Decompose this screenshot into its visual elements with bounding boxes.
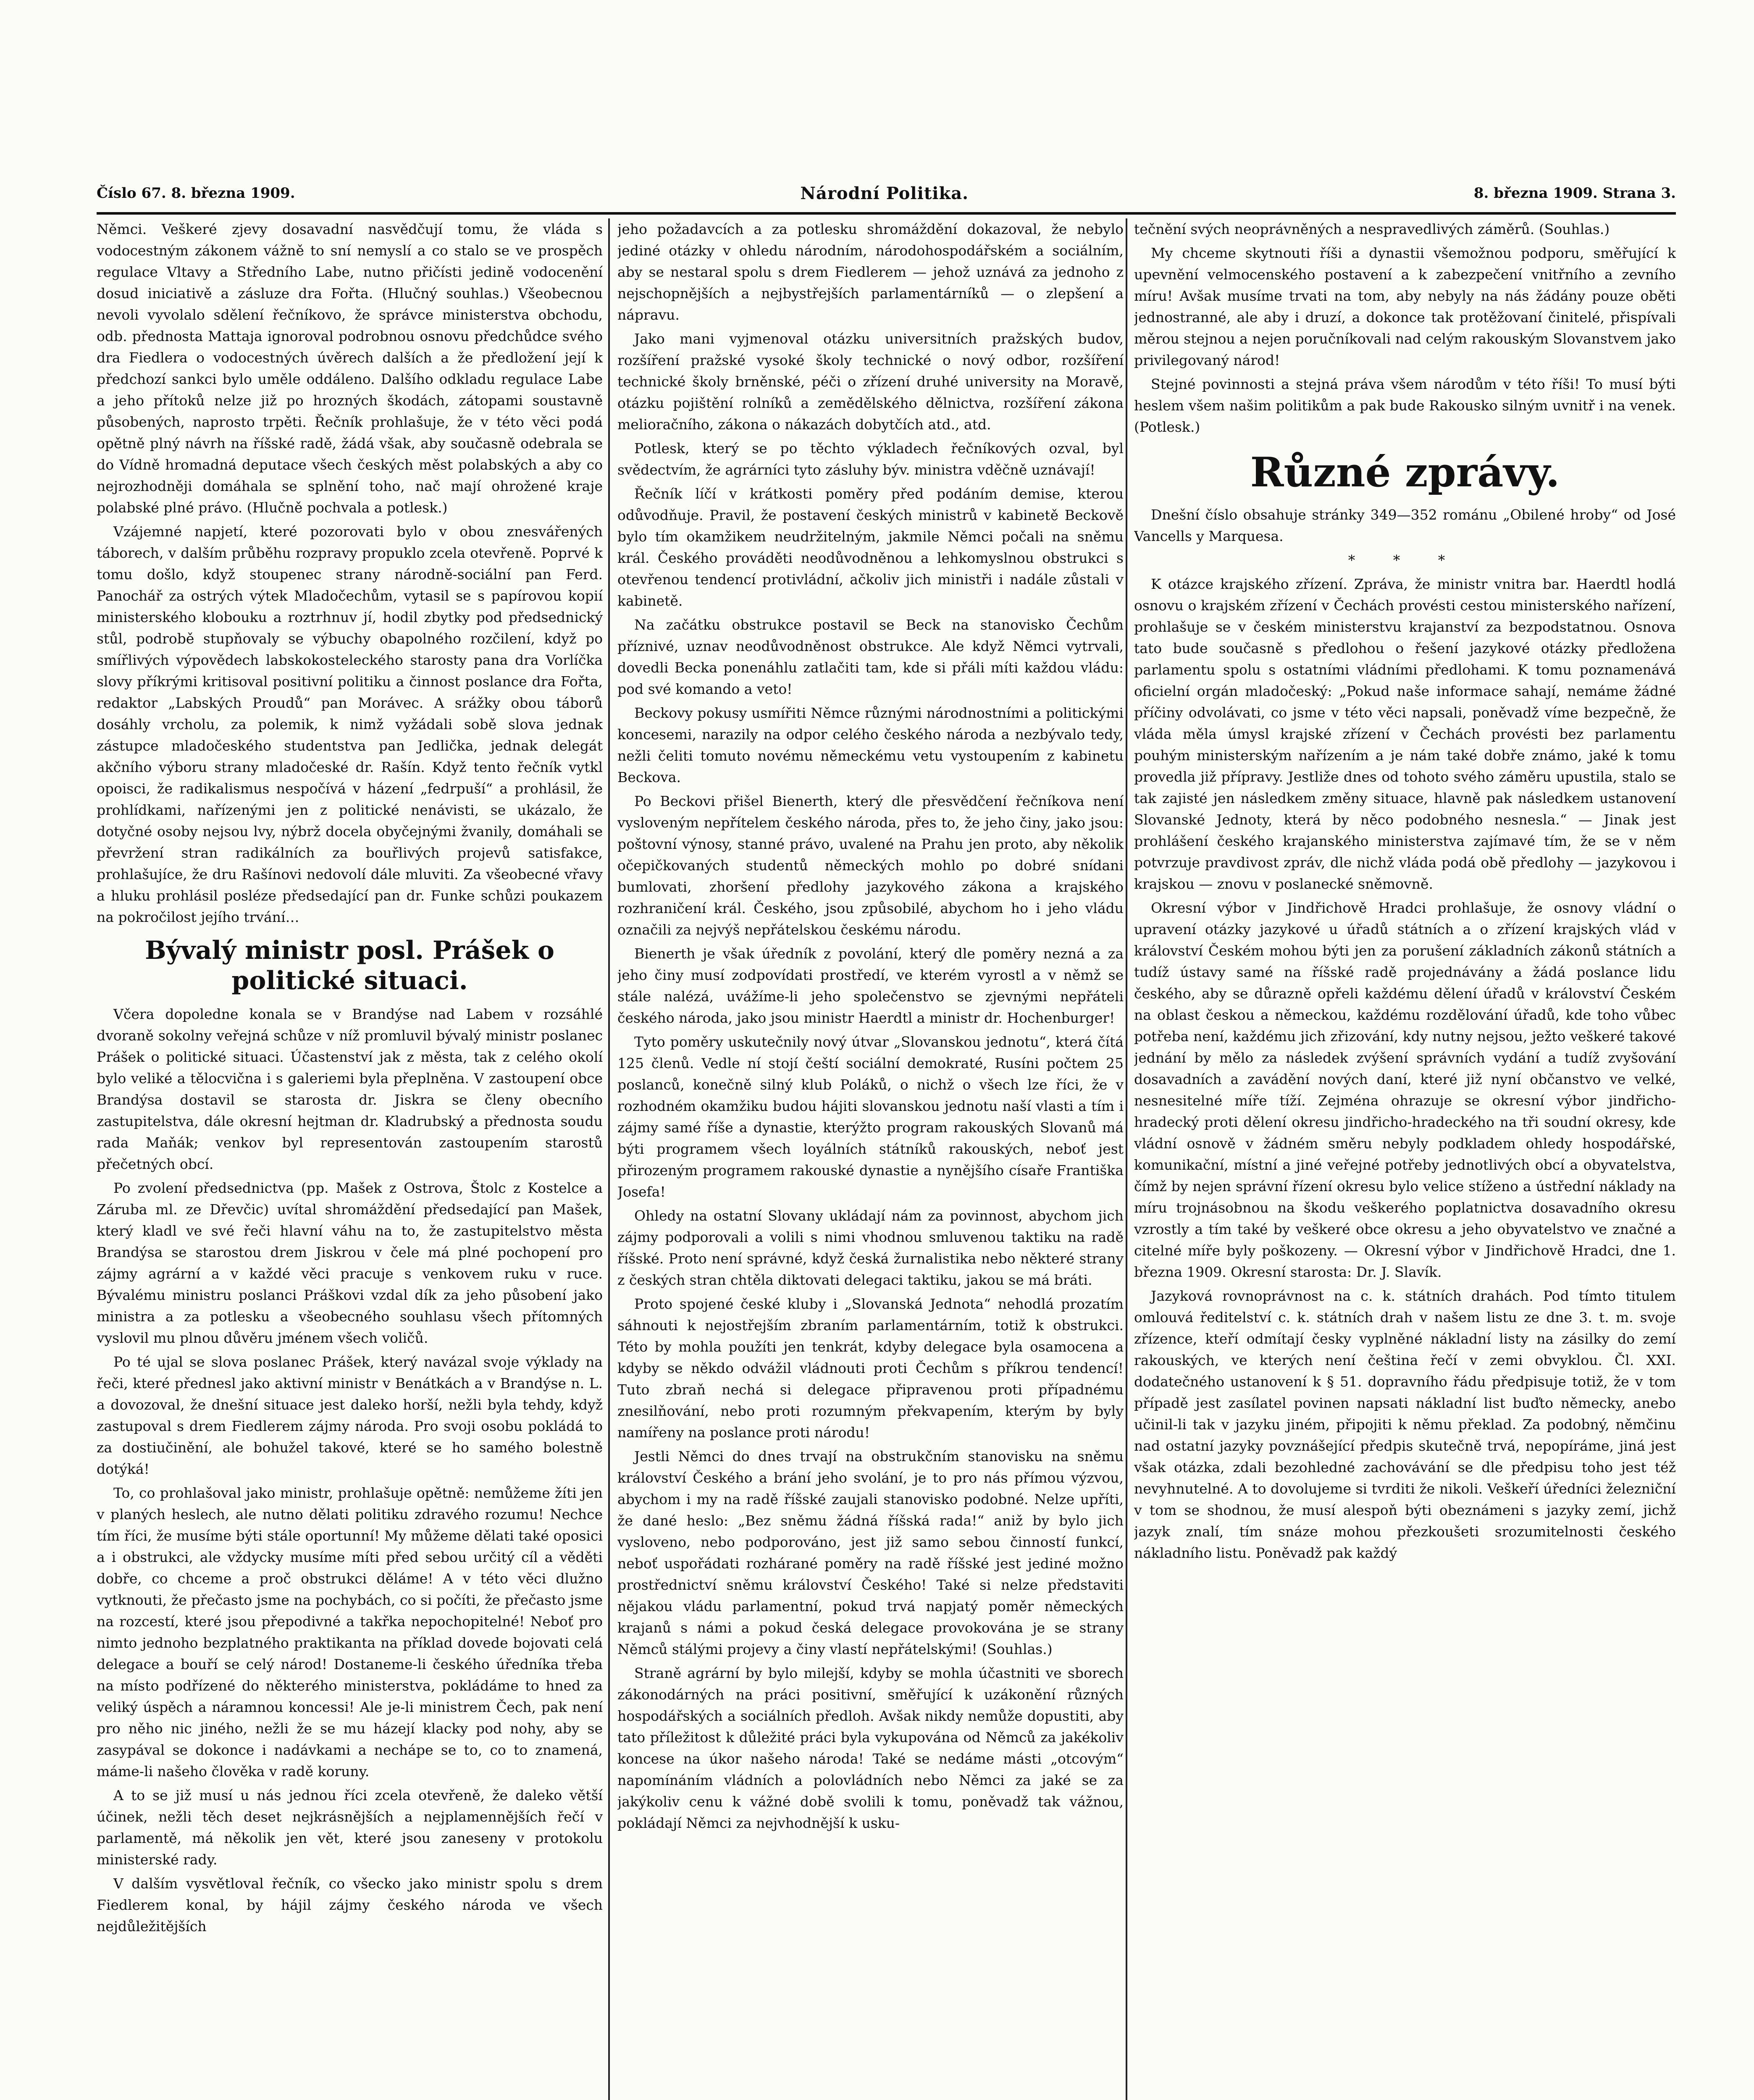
paragraph: Jako mani vyjmenoval otázku universitních pražských budov, rozšíření pražské vysoké školy technické o nový odbor, rozšíření technické školy brněnské, péči o zřízení druhé university na Moravě, otázku pojištění rolníků a zemědělského dělnictva, rozšíření zákona melioračního, zákona o nákazách dobytčích atd., atd. <box>617 331 1124 433</box>
section-divider-stars: * * * <box>1348 552 1462 568</box>
paragraph: Beckovy pokusy usmířiti Němce různými národnostními a politickými koncesemi, narazily na odpor celého českého národa a nezbývalo tedy, nežli čeliti tomuto novému německému vetu vystoupením z kabinetu Beckova. <box>617 705 1124 785</box>
paragraph: Dnešní číslo obsahuje stránky 349—352 románu „Obilené hroby“ od José Vancells y Marquesa. <box>1134 507 1676 544</box>
column-rule <box>608 218 610 2100</box>
issue-number: Číslo 67. 8. března 1909. <box>97 185 295 202</box>
paragraph: Na začátku obstrukce postavil se Beck na stanovisko Čechům příznivé, uznav neodůvodněnost obstrukce. Ale když Němci vytrvali, dovedli Becka ponenáhlu zatlačiti tam, kde si přáli míti každou vládu: pod své komando a veto! <box>617 617 1124 697</box>
article-headline: Bývalý ministr posl. Prášek o politické situaci. <box>145 936 554 995</box>
masthead <box>97 174 1676 212</box>
paragraph: K otázce krajského zřízení. Zpráva, že ministr vnitra bar. Haerdtl hodlá osnovu o krajském zřízení v Čechách provésti cestou ministerského nařízení, prohlašuje se v českém ministerstvu krajanství za bezpodstatnou. Osnova tato bude současně s předlohou o řešení jazykové otázky předložena parlamentu spolu s ostatními vládními předlohami. K tomu poznamenává oficielní orgán mladočeský: „Pokud naše informace sahají, nemáme žádné příčiny odvolávati, co jsme v této věci napsali, poněvadž víme bezpečně, že vláda měla úmysl krajské zřízení v Čechách provésti bez parlamentu pouhým ministerským nařízením a je nám také dobře známo, jaké k tomu provedla již přípravy. Jestliže dnes od tohoto svého záměru upustila, stalo se tak zajisté jen následkem změny situace, hlavně pak následkem ustanovení Slovanské Jednoty, která by něco podobného nesnesla.“ — Jinak jest prohlášení českého krajanského ministerstva zajímavé tím, že se v něm potvrzuje pravdivost zpráv, dle nichž vláda podá obě předlohy — jazykovou i krajskou — znovu v poslanecké sněmovně. <box>1134 576 1676 892</box>
paragraph: V dalším vysvětloval řečník, co všecko jako ministr spolu s drem Fiedlerem konal, by hájil zájmy českého národa ve všech nejdůležitějších <box>97 1875 603 1935</box>
paragraph: tečnění svých neoprávněných a nespravedlivých záměrů. (Souhlas.) <box>1134 221 1610 237</box>
paragraph: Proto spojené české kluby i „Slovanská Jednota“ nehodlá prozatím sáhnouti k nejostřejším zbraním parlamentárním, totiž k obstrukci. Této by mohla použíti jen tenkrát, kdyby delegace byla osamocena a kdyby se někdo odvážil vládnouti proti Čechům s příkrou tendencí! Tuto zbraň nechá si delegace připravenou proti případnému znesilňování, nebo proti rozumným překvapením, kterým by byly namířeny na poslance proti národu! <box>617 1296 1124 1441</box>
paragraph: Po té ujal se slova poslanec Prášek, který navázal svoje výklady na řeči, které přednesl jako aktivní ministr v Benátkách a v Brandýse n. L. a dovozoval, že dnešní situace jest daleko horší, nežli byla tehdy, když zastupoval s drem Fiedlerem zájmy národa. Pro svoji osobu pokládá to za dostiučinění, ale bohužel takové, které se ho samého bolestně dotýká! <box>97 1354 603 1477</box>
paragraph: Tyto poměry uskutečnily nový útvar „Slovanskou jednotu“, která čítá 125 členů. Vedle ní stojí čeští sociální demokraté, Rusíni počtem 25 poslanců, konečně silný klub Poláků, o nichž o všech lze říci, že v rozhodném okamžiku budou hájiti slovanskou jednotu naší vlasti a tím i zájmy samé říše a dynastie, kterýžto program rakouských Slovanů má býti programem všech loyálních státníků rakouských, neboť jest přirozeným programem rakouské dynastie a nynějšího císaře Františka Josefa! <box>617 1034 1124 1200</box>
paragraph: To, co prohlašoval jako ministr, prohlašuje opětně: nemůžeme žíti jen v planých heslech, ale nutno dělati politiku zdravého rozumu! Nechce tím říci, že musíme býti stále oportunní! My můžeme dělati také oposici a i obstrukci, ale vždycky musíme míti před sebou určitý cíl a věděti dobře, co chceme a proč obstrukci děláme! A v této věci dlužno vytknouti, že přečasto jsme na pochybách, co si počíti, že přečasto jsme na rozcestí, které jsou přepodivné a takřka nepochopitelné! Neboť pro nimto jednoho bezplatného praktikanta na příklad dovede bojovati celá delegace a bouří se celý národ! Dostaneme-li českého úředníka třeba na místo podřízené do některého ministerstva, pokládáme to hned za veliký úspěch a náramnou koncessi! Ale je-li ministrem Čech, pak není pro něho nic jiného, nežli že se mu házejí klacky pod nohy, aby se zasypával se dokonce i nadávkami a nechápe se to, co to znamená, máme-li našeho člověka v radě koruny. <box>97 1485 603 1780</box>
paragraph: Stejné povinnosti a stejná práva všem národům v této říši! To musí býti heslem všem našim politikům a pak bude Rakousko silným uvnitř i na venek. (Potlesk.) <box>1134 376 1676 435</box>
paragraph: Okresní výbor v Jindřichově Hradci prohlašuje, že osnovy vládní o upravení otázky jazykové u úřadů státních a o zřízení krajských vlád v království Českém mohou býti jen za porušení základních zákonů státních a tudíž ústavy samé na říšské radě projednávány a žádá poslance lidu českého, aby se důrazně opřeli každému dělení úřadů v království Českém na oblast českou a německou, každému rozdělování úřadů, kde toho vůbec potřeba není, každému jich zřizování, kdy nutny nejsou, ježto veškeré takové jednání by mělo za následek zvýšení správních vydání a tudíž zvyšování dosavadních a zavádění nových daní, které již nyní občanstvo ve velké, nesnesitelné míře tíží. Zejména ohrazuje se okresní výbor jindřicho-hradecký proti dělení okresu jindřicho-hradeckého na tři soudní okresy, kde vládní osnově v žádném směru nebyly podkladem ohledy hospodářské, komunikační, místní a jiné veřejné potřeby jednotlivých obcí a obyvatelstva, čímž by nejen správní řízení okresu bylo velice stíženo a ústřední náklady na míru trojnásobnou na škodu veškerého poplatnictva dosavadního okresu vzrostly a tím také by veškeré obce okresu a jeho obyvatelstvo ve značné a citelné míře byly poškozeny. — Okresní výbor v Jindřichově Hradci, dne 1. března 1909. Okresní starosta: Dr. J. Slavík. <box>1134 900 1676 1280</box>
paragraph: Potlesk, který se po těchto výkladech řečníkových ozval, byl svědectvím, že agrárníci tyto zásluhy býv. ministra vděčně uznávají! <box>617 440 1124 478</box>
column-1 <box>97 218 603 2100</box>
column-3 <box>1134 218 1676 2100</box>
column-2 <box>617 218 1124 2100</box>
paragraph: jeho požadavcích a za potlesku shromáždění dokazoval, že nebylo jediné otázky v ohledu národním, národohospodářském a sociálním, aby se nestaral spolu s drem Fiedlerem — jehož uznává za jednoho z nejschopnějších a nejbystřejších parlamentárníků — o zlepšení a nápravu. <box>617 221 1124 323</box>
newspaper-title: Národní Politika. <box>800 183 969 203</box>
paragraph: A to se již musí u nás jednou říci zcela otevřeně, že daleko větší účinek, nežli těch deset nejkrásnějších a nejplamennějších řečí v parlamentě, má několik jen vět, které jsou zaneseny v protokolu ministerské rady. <box>97 1787 603 1868</box>
paragraph: Jestli Němci do dnes trvají na obstrukčním stanovisku na sněmu království Českého a brání jeho svolání, je to pro nás přímou výzvou, abychom i my na radě říšské zaujali stanovisko podobné. Nelze upříti, že dané heslo: „Bez sněmu žádná říšská rada!“ aniž by bylo jich vysloveno, nebo podporováno, jest již samo sebou činností funkcí, neboť uspořádati rozhárané poměry na radě říšské jest jediné možno prostřednictví sněmu království Českého! Také si nelze představiti nějakou vládu parlamentní, pokud trvá napjatý poměr německých krajanů s námi a pokud česká delegace provokována je se strany Němců stálými projevy a činy vlastí nepřátelskými! (Souhlas.) <box>617 1448 1124 1657</box>
paragraph: Vzájemné napjetí, které pozorovati bylo v obou znesvářených táborech, v dalším průběhu rozpravy propuklo zcela otevřeně. Poprvé k tomu došlo, když stoupenec strany národně-sociální pan Ferd. Panochář za ostrých výtek Mladočechům, vytasil se s papírovou kopií ministerského klobouku a roztrhnuv jí, hodil zbytky pod předsednický stůl, podrobě stupňovaly se výbuchy obapolného rozčilení, když po smířlivých výpovědech labskokosteleckého starosty pana dra Vorlíčka slovy příkrými kritisoval positivní politiku a činnost poslance dra Fořta, redaktor „Labských Proudů“ pan Morávec. A srážky obou táborů dosáhly vrcholu, za polemik, k nimž vyžádali sobě slova jednak zástupce mladočeského studentstva pan Jedlička, jednak delegát akčního výboru strany mladočeské dr. Rašín. Když tento řečník vytkl opoisci, že radikalismus nespočívá v házení „fedrpuší“ a prohlásil, že prohlídkami, nařízenými jen z politické nenávisti, se ukázalo, že dotyčné osoby nejsou lvy, nýbrž docela obyčejnými žvanily, domáhali se převržení stran radikálních za bouřlivých projevů satisfakce, prohlašujíce, že dru Rašínovi nedovolí dále mluviti. Za všeobecné vřavy a hluku prohlásil posléze předsedající pan dr. Funke schůzi poukazem na pokročilost jejího trvání… <box>97 523 603 925</box>
paragraph: Včera dopoledne konala se v Brandýse nad Labem v rozsáhlé dvoraně sokolny veřejná schůze v níž promluvil bývalý ministr poslanec Prášek o politické situaci. Účastenství jak z města, tak z celého okolí bylo veliké a tělocvična i s galeriemi byla přeplněna. V zastoupení obce Brandýsa dostavil se starosta dr. Jiskra se členy obecního zastupitelstva, dále okresní hejtman dr. Kladrubský a přednosta soudu rada Maňák; venkov byl representován zastoupením starostů přečetných obcí. <box>97 1006 603 1172</box>
section-headline: Různé zprávy. <box>1250 449 1560 496</box>
paragraph: Po zvolení předsednictva (pp. Mašek z Ostrova, Štolc z Kostelce a Záruba ml. ze Dřevčic) uvítal shromáždění předsedající pan Mašek, který kladl ve své řeči hlavní váhu na to, že zastupitelstvo města Brandýsa se starostou drem Jiskrou v čele má plné pochopení pro zájmy agrární a v každé věci pracuje s venkovem ruku v ruce. Bývalému ministru poslanci Práškovi vzdal dík za jeho působení jako ministra a za potlesku a všeobecného souhlasu všech přítomných vyslovil mu plnou důvěru jménem všech voličů. <box>97 1180 603 1346</box>
paragraph: Němci. Veškeré zjevy dosavadní nasvědčují tomu, že vláda s vodocestným zákonem vážně to sní nemyslí a co stalo se ve prospěch regulace Vltavy a Středního Labe, nutno přičísti jedině vodocenění dosud iniciativě a zásluze dra Fořta. (Hlučný souhlas.) Všeobecnou nevoli vyvolalo sdělení řečníkovo, že správce ministerstva obchodu, odb. přednosta Mattaja ignoroval podrobnou osnovu předchůdce svého dra Fiedlera o vodocestných úvěrech dalších a že předložení její k předchozí sankci bylo uměle oddáleno. Dalšího odkladu regulace Labe a jeho přítoků nelze již po hrozných škodách, zátopami soustavně působených, naprosto trpěti. Řečník prohlašuje, že v této věci podá opětně plný návrh na říšské radě, žádá však, aby současně odebrala se do Vídně hromadná deputace všech českých měst polabských a aby co nejrozhodněji domáhala se splnění toho, nač mají ohrožené kraje polabské plné právo. (Hlučně pochvala a potlesk.) <box>97 221 603 516</box>
paragraph: Bienerth je však úředník z povolání, který dle poměry nezná a za jeho činy musí zodpovídati prostředí, ve kterém vyrostl a v němž se stále nalézá, uvážíme-li jeho společenstvo se zjevnými nepřáteli českého národa, jako jsou ministr Haerdtl a ministr dr. Hochenburger! <box>617 945 1124 1026</box>
paragraph: Jazyková rovnoprávnost na c. k. státních drahách. Pod tímto titulem omlouvá ředitelství c. k. státních drah v našem listu ze dne 3. t. m. svoje zřízence, kteří odmítají česky vyplněné nákladní listy na zásilky do zemí rakouských, ve kterých není čeština řečí v zemi obvyklou. Čl. XXI. dodatečného ustanovení k § 51. dopravního řádu předpisuje totiž, že v tom případě jest zasílatel povinen napsati nákladní list buďto německy, anebo učinil-li tak v jazyku jiném, připojiti k němu překlad. Za podobný, němčinu nad ostatní jazyky povznášející předpis skutečně trvá, nepopíráme, jiná jest však otázka, zdali bezohledné zachovávání se dle předpisu toho jest též nevyhnutelné. A to dovolujeme si tvrditi že nikoli. Veškeří úředníci železniční v tom se shodnou, že musí alespoň býti obeznámeni s jazyky zemí, jichž jazyk znalí, tím snáze mohou přezkoušeti srozumitelnosti českého nákladního listu. Poněvadž pak každý <box>1134 1288 1676 1561</box>
paragraph: Straně agrární by bylo milejší, kdyby se mohla účastniti ve sborech zákonodárných na práci positivní, směřující k uzákonění různých hospodářských a sociálních předloh. Avšak nikdy nemůže dopustiti, aby tato příležitost k důležité práci byla vykupována od Němců za jakékoliv koncese na úkor našeho národa! Také se nedáme másti „otcovým“ napomínáním vládních a polovládních nebo Němci za jaké se za jakýkoliv cenu k vážné době svolili k tomu, poněvadž tak vážnou, pokládají Němci za nejvhodnější k usku- <box>617 1665 1124 1831</box>
column-rule <box>1126 218 1127 2100</box>
paragraph: Řečník líčí v krátkosti poměry před podáním demise, kterou odůvodňuje. Pravil, že postavení českých ministrů v kabinetě Beckově bylo tím okamžikem neudržitelným, jakmile Němci počali na sněmu král. Českého prováděti neodůvodněnou a lehkomyslnou obstrukci s otevřenou tendencí protivládní, ačkoliv jich ministři i nadále zůstali v kabinetě. <box>617 486 1124 609</box>
header-rule <box>97 212 1676 215</box>
paragraph: Ohledy na ostatní Slovany ukládají nám za povinnost, abychom jich zájmy podporovali a volili s nimi vhodnou smluvenou taktiku na radě říšské. Proto není správné, když česká žurnalistika nebo některé strany z českých stran chtěla diktovati delegaci taktiku, jakou se má bráti. <box>617 1208 1124 1288</box>
paragraph: Po Beckovi přišel Bienerth, který dle přesvědčení řečníkova není vysloveným nepřítelem českého národa, přes to, že jeho činy, jako jsou: poštovní výnosy, stanné právo, uvalené na Prahu jen proto, aby několik očepičkovaných studentů německých mohlo po dobré snídani bumlovati, zhoršení předlohy jazykového zákona a krajského rozhraničení král. Českého, jsou způsobilé, abychom ho i jeho vládu označili za nejvýš nepřátelskou českému národu. <box>617 793 1124 938</box>
paragraph: My chceme skytnouti říši a dynastii všemožnou podporu, směřující k upevnění velmocenského postavení a k zabezpečení vnitřního a zevního míru! Avšak musíme trvati na tom, aby nebyly na nás žádány pouze oběti jednostranné, ale aby i druzí, a dokonce tak protěžovaní činitelé, přispívali měrou stejnou a nejen poručníkovali nad celým rakouským Slovanstvem jako privilegovaný národ! <box>1134 245 1676 368</box>
date-page-number: 8. března 1909. Strana 3. <box>1473 185 1676 202</box>
